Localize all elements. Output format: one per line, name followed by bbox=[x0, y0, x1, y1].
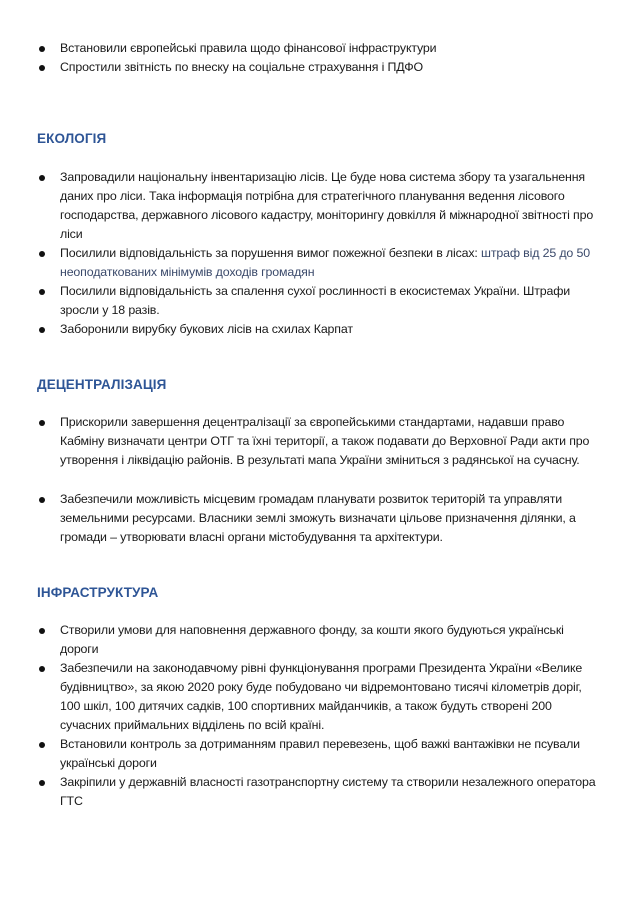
list-item bbox=[37, 58, 598, 77]
ecology-list bbox=[37, 168, 598, 339]
bullet-icon bbox=[39, 175, 45, 181]
bullet-icon bbox=[39, 780, 45, 786]
list-item-text: Заборонили вирубку букових лісів на схилах Карпат bbox=[60, 322, 353, 336]
list-item bbox=[37, 621, 598, 659]
infrastructure-list bbox=[37, 621, 598, 811]
list-item-text: Встановили контроль за дотриманням правил перевезень, щоб важкі вантажівки не псували українські дороги bbox=[60, 737, 580, 770]
list-item bbox=[37, 773, 598, 811]
list-item-text: Створили умови для наповнення державного фонду, за кошти якого будуються українські дороги bbox=[60, 623, 564, 656]
bullet-icon bbox=[39, 420, 45, 426]
list-item bbox=[37, 320, 598, 339]
bullet-icon bbox=[39, 628, 45, 634]
list-item bbox=[37, 490, 598, 547]
bullet-icon bbox=[39, 666, 45, 672]
list-item-text: Запровадили національну інвентаризацію лісів. Це буде нова система збору та узагальнення даних про ліси. Така інформація потрібна для стратегічного планування ведення лісового господарства, державного лісового кадастру, моніторингу довкілля й міжнародної звітності про ліси bbox=[60, 170, 594, 241]
bullet-icon bbox=[39, 251, 45, 257]
list-item-text: Прискорили завершення децентралізації за європейськими стандартами, надавши право Кабміну визначати центри ОТГ та їхні території, а також подавати до Верховної Ради акти про утворення і ліквідацію районів. В результаті мапа України зміниться з радянської на сучасну. bbox=[60, 415, 590, 467]
list-item bbox=[37, 659, 598, 735]
bullet-icon bbox=[39, 65, 45, 71]
list-item-text: Закріпили у державній власності газотранспортну систему та створили незалежного оператора ГТС bbox=[60, 775, 596, 808]
list-item bbox=[37, 39, 598, 58]
list-item bbox=[37, 413, 598, 470]
list-item bbox=[37, 244, 598, 282]
bullet-icon bbox=[39, 46, 45, 52]
list-item bbox=[37, 282, 598, 320]
list-item-text: Посилили відповідальність за спалення сухої рослинності в екосистемах України. Штрафи зросли у 18 разів. bbox=[60, 284, 571, 317]
section-heading-decentralization: ДЕЦЕНТРАЛІЗАЦІЯ bbox=[37, 377, 167, 392]
list-item-text: Спростили звітність по внеску на соціальне страхування і ПДФО bbox=[60, 60, 423, 74]
bullet-icon bbox=[39, 497, 45, 503]
list-item-text: Забезпечили можливість місцевим громадам планувати розвиток територій та управляти земельними ресурсами. Власники землі зможуть визначати цільове призначення ділянки, а громади – утворювати власні органи містобудування та архітектури. bbox=[60, 492, 576, 544]
fine-highlight: штраф від 25 до 50 неоподаткованих мінімумів доходів громадян bbox=[60, 246, 590, 279]
intro-list bbox=[37, 39, 598, 77]
list-item-text: Забезпечили на законодавчому рівні функціонування програми Президента України «Велике будівництво», за якою 2020 року буде побудовано чи відремонтовано тисячі кілометрів доріг, 100 шкіл, 100 дитячих садків, 100 спортивних майданчиків, а також будуть створені 200 сучасних приймальних відділень по всій країні. bbox=[60, 661, 583, 732]
list-item bbox=[37, 735, 598, 773]
section-heading-infrastructure: ІНФРАСТРУКТУРА bbox=[37, 585, 159, 600]
decentralization-list bbox=[37, 413, 598, 547]
list-item bbox=[37, 168, 598, 244]
bullet-icon bbox=[39, 742, 45, 748]
list-item-text: Встановили європейські правила щодо фінансової інфраструктури bbox=[60, 41, 437, 55]
list-item-text: Посилили відповідальність за порушення вимог пожежної безпеки в лісах: bbox=[60, 246, 478, 260]
bullet-icon bbox=[39, 289, 45, 295]
section-heading-ecology: ЕКОЛОГІЯ bbox=[37, 131, 107, 146]
bullet-icon bbox=[39, 327, 45, 333]
